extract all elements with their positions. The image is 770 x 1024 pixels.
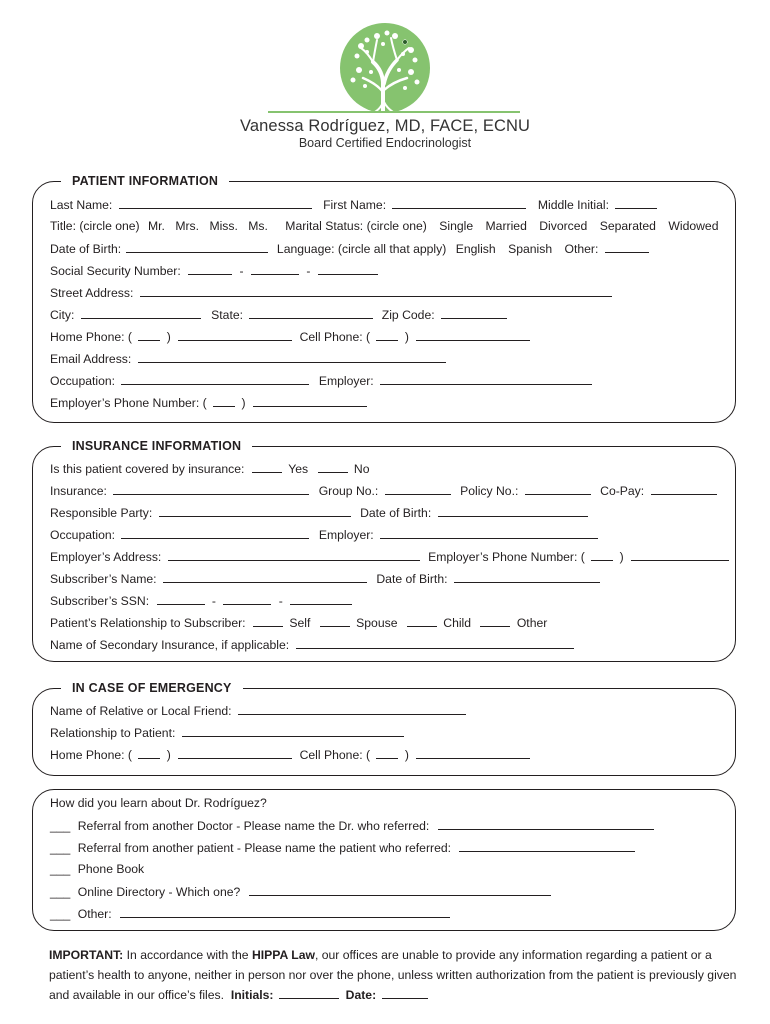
date-field[interactable] bbox=[382, 987, 428, 999]
language-option-spanish[interactable]: Spanish bbox=[508, 242, 553, 256]
referral-check-doctor[interactable]: ___ bbox=[50, 819, 71, 833]
initials-field[interactable] bbox=[279, 987, 339, 999]
covered-label: Is this patient covered by insurance: bbox=[50, 462, 245, 476]
ins-employer-field[interactable] bbox=[380, 527, 598, 539]
notice-text-2: , our offices are unable to provide any information regarding a patient or a patient’s health to anyone, neither in person nor over the phone, unless written authorization from the patient is previously given and available in our office’s files. bbox=[49, 948, 737, 1002]
em-home-phone-field[interactable] bbox=[178, 747, 292, 759]
paren-close: ) bbox=[619, 550, 624, 564]
important-notice bbox=[49, 945, 739, 1005]
hippa-label: HIPPA Law bbox=[251, 948, 315, 962]
responsible-label: Responsible Party: bbox=[50, 506, 153, 520]
doctor-name: Vanessa Rodríguez, MD, FACE, ECNU bbox=[239, 117, 530, 135]
subscriber-name-field[interactable] bbox=[163, 571, 367, 583]
logo-divider bbox=[268, 111, 520, 113]
ssn-label: Social Security Number: bbox=[50, 264, 181, 278]
referral-check-phonebook[interactable]: ___ bbox=[50, 862, 71, 876]
state-field[interactable] bbox=[249, 307, 373, 319]
marital-label: Marital Status: (circle one) bbox=[285, 219, 427, 233]
email-row bbox=[50, 351, 727, 366]
insurance-row bbox=[50, 483, 727, 498]
dob-language-row bbox=[50, 241, 727, 256]
logo bbox=[0, 22, 770, 114]
city-label: City: bbox=[50, 308, 75, 322]
rel-self-field[interactable] bbox=[253, 615, 283, 627]
em-relationship-field[interactable] bbox=[182, 725, 404, 737]
employer-address-field[interactable] bbox=[168, 549, 420, 561]
middle-initial-label: Middle Initial: bbox=[537, 198, 610, 212]
referral-other-field[interactable] bbox=[120, 906, 450, 918]
employer-phone-field[interactable] bbox=[253, 395, 367, 407]
employer-phone-row bbox=[50, 395, 727, 410]
phone-row bbox=[50, 329, 727, 344]
marital-option-divorced[interactable]: Divorced bbox=[539, 219, 588, 233]
em-home-phone-label: Home Phone: ( bbox=[50, 748, 132, 762]
referral-check-patient[interactable]: ___ bbox=[50, 841, 71, 855]
middle-initial-field[interactable] bbox=[615, 197, 657, 209]
ins-employer-phone-area-field[interactable] bbox=[591, 549, 613, 561]
subscriber-ssn-field-2[interactable] bbox=[223, 593, 271, 605]
language-option-other[interactable]: Other: bbox=[564, 242, 599, 256]
subscriber-ssn-field-1[interactable] bbox=[157, 593, 205, 605]
cell-phone-label: Cell Phone: ( bbox=[299, 330, 371, 344]
covered-no-field[interactable] bbox=[318, 461, 348, 473]
employer-label: Employer: bbox=[318, 374, 374, 388]
last-name-field[interactable] bbox=[119, 197, 312, 209]
covered-yes: Yes bbox=[288, 462, 309, 476]
em-home-phone-area-field[interactable] bbox=[138, 747, 160, 759]
insurance-label: Insurance: bbox=[50, 484, 107, 498]
relative-field[interactable] bbox=[238, 703, 466, 715]
em-relationship-label: Relationship to Patient: bbox=[50, 726, 176, 740]
language-label: Language: (circle all that apply) bbox=[276, 242, 447, 256]
rel-other: Other bbox=[516, 616, 548, 630]
subscriber-ssn-row bbox=[50, 593, 727, 608]
subscriber-ssn-label: Subscriber’s SSN: bbox=[50, 594, 150, 608]
ins-employer-label: Employer: bbox=[318, 528, 374, 542]
insurance-field[interactable] bbox=[113, 483, 309, 495]
home-phone-area-field[interactable] bbox=[138, 329, 160, 341]
occupation-label: Occupation: bbox=[50, 374, 116, 388]
dob-field[interactable] bbox=[126, 241, 268, 253]
emergency-section bbox=[32, 681, 736, 776]
paren-close: ) bbox=[241, 396, 246, 410]
referral-section bbox=[32, 789, 736, 931]
referral-label-other: Other: bbox=[77, 907, 112, 921]
marital-option-separated[interactable]: Separated bbox=[599, 219, 656, 233]
language-other-field[interactable] bbox=[605, 241, 649, 253]
relative-row bbox=[50, 703, 727, 718]
em-cell-phone-label: Cell Phone: ( bbox=[299, 748, 371, 762]
ins-dob-field[interactable] bbox=[438, 505, 588, 517]
ssn-field-2[interactable] bbox=[251, 263, 299, 275]
insurance-information-section bbox=[32, 439, 736, 662]
date-label: Date: bbox=[345, 988, 377, 1002]
referral-check-other[interactable]: ___ bbox=[50, 907, 71, 921]
state-label: State: bbox=[211, 308, 243, 322]
em-phone-row bbox=[50, 747, 727, 762]
policy-field[interactable] bbox=[525, 483, 591, 495]
paren-close: ) bbox=[404, 330, 409, 344]
rel-self: Self bbox=[289, 616, 311, 630]
relative-label: Name of Relative or Local Friend: bbox=[50, 704, 232, 718]
em-cell-phone-area-field[interactable] bbox=[376, 747, 398, 759]
subscriber-dob-label: Date of Birth: bbox=[376, 572, 448, 586]
referral-label-phonebook: Phone Book bbox=[77, 862, 145, 876]
dash: - bbox=[278, 594, 283, 608]
referral-doctor-field[interactable] bbox=[438, 818, 654, 830]
ssn-field-1[interactable] bbox=[188, 263, 232, 275]
copay-label: Co-Pay: bbox=[600, 484, 645, 498]
copay-field[interactable] bbox=[651, 483, 717, 495]
em-cell-phone-field[interactable] bbox=[416, 747, 530, 759]
group-field[interactable] bbox=[385, 483, 451, 495]
relationship-row bbox=[50, 615, 727, 630]
dash: - bbox=[306, 264, 311, 278]
ins-employer-phone-field[interactable] bbox=[631, 549, 729, 561]
referral-option-phonebook bbox=[50, 862, 727, 876]
paren-close: ) bbox=[404, 748, 409, 762]
ins-occupation-row bbox=[50, 527, 727, 542]
covered-row bbox=[50, 461, 727, 476]
secondary-field[interactable] bbox=[296, 637, 574, 649]
paren-close: ) bbox=[166, 330, 171, 344]
cell-phone-area-field[interactable] bbox=[376, 329, 398, 341]
doctor-title: Board Certified Endocrinologist bbox=[298, 136, 472, 150]
relationship-label: Patient’s Relationship to Subscriber: bbox=[50, 616, 246, 630]
covered-no: No bbox=[353, 462, 370, 476]
notice-text-1: In accordance with the bbox=[126, 948, 249, 962]
paren-close: ) bbox=[166, 748, 171, 762]
title-marital-row bbox=[50, 219, 727, 233]
occupation-field[interactable] bbox=[121, 373, 309, 385]
important-label: IMPORTANT: bbox=[49, 948, 124, 962]
ssn-field-3[interactable] bbox=[318, 263, 378, 275]
first-name-field[interactable] bbox=[392, 197, 526, 209]
referral-option-doctor bbox=[50, 818, 727, 833]
section-heading: IN CASE OF EMERGENCY bbox=[61, 680, 243, 696]
language-option-english[interactable]: English bbox=[455, 242, 496, 256]
title-option-mrs[interactable]: Mrs. bbox=[175, 219, 200, 233]
subscriber-name-label: Subscriber’s Name: bbox=[50, 572, 157, 586]
ins-dob-label: Date of Birth: bbox=[360, 506, 432, 520]
subscriber-dob-field[interactable] bbox=[454, 571, 600, 583]
covered-yes-field[interactable] bbox=[252, 461, 282, 473]
referral-option-online bbox=[50, 884, 727, 899]
rel-spouse-field[interactable] bbox=[320, 615, 350, 627]
dob-label: Date of Birth: bbox=[50, 242, 122, 256]
referral-check-online[interactable]: ___ bbox=[50, 885, 71, 899]
patient-information-section bbox=[32, 174, 736, 423]
responsible-row bbox=[50, 505, 727, 520]
home-phone-label: Home Phone: ( bbox=[50, 330, 132, 344]
dash: - bbox=[239, 264, 244, 278]
street-label: Street Address: bbox=[50, 286, 134, 300]
subscriber-name-row bbox=[50, 571, 727, 586]
city-state-zip-row bbox=[50, 307, 727, 322]
home-phone-field[interactable] bbox=[178, 329, 292, 341]
street-row bbox=[50, 285, 727, 300]
secondary-label: Name of Secondary Insurance, if applicable: bbox=[50, 638, 290, 652]
title-option-mr[interactable]: Mr. bbox=[148, 219, 165, 233]
referral-online-field[interactable] bbox=[249, 884, 551, 896]
street-field[interactable] bbox=[140, 285, 612, 297]
tree-logo-icon bbox=[337, 22, 433, 114]
city-field[interactable] bbox=[81, 307, 201, 319]
rel-child: Child bbox=[443, 616, 472, 630]
zip-label: Zip Code: bbox=[381, 308, 435, 322]
employer-field[interactable] bbox=[380, 373, 592, 385]
marital-option-married[interactable]: Married bbox=[485, 219, 527, 233]
zip-field[interactable] bbox=[441, 307, 507, 319]
referral-option-patient bbox=[50, 840, 727, 855]
dash: - bbox=[211, 594, 216, 608]
ssn-row bbox=[50, 263, 727, 278]
responsible-field[interactable] bbox=[159, 505, 351, 517]
referral-question: How did you learn about Dr. Rodríguez? bbox=[50, 796, 267, 810]
referral-patient-field[interactable] bbox=[459, 840, 635, 852]
ins-occupation-label: Occupation: bbox=[50, 528, 116, 542]
title-label: Title: (circle one) bbox=[50, 219, 140, 233]
referral-label-patient: Referral from another patient - Please name the patient who referred: bbox=[77, 841, 452, 855]
employer-address-row bbox=[50, 549, 727, 564]
employer-address-label: Employer’s Address: bbox=[50, 550, 162, 564]
rel-other-field[interactable] bbox=[480, 615, 510, 627]
title-option-ms[interactable]: Ms. bbox=[248, 219, 268, 233]
employer-phone-area-field[interactable] bbox=[213, 395, 235, 407]
last-name-label: Last Name: bbox=[50, 198, 113, 212]
em-relationship-row bbox=[50, 725, 727, 740]
marital-option-widowed[interactable]: Widowed bbox=[668, 219, 719, 233]
initials-label: Initials: bbox=[230, 988, 274, 1002]
policy-label: Policy No.: bbox=[460, 484, 519, 498]
marital-option-single[interactable]: Single bbox=[439, 219, 474, 233]
section-heading: INSURANCE INFORMATION bbox=[61, 438, 252, 454]
referral-option-other bbox=[50, 906, 727, 921]
ins-occupation-field[interactable] bbox=[121, 527, 309, 539]
ins-employer-phone-label: Employer’s Phone Number: ( bbox=[428, 550, 585, 564]
name-row bbox=[50, 197, 727, 212]
rel-spouse: Spouse bbox=[356, 616, 398, 630]
referral-label-doctor: Referral from another Doctor - Please name the Dr. who referred: bbox=[77, 819, 430, 833]
title-option-miss[interactable]: Miss. bbox=[209, 219, 238, 233]
subscriber-ssn-field-3[interactable] bbox=[290, 593, 352, 605]
occupation-employer-row bbox=[50, 373, 727, 388]
referral-label-online: Online Directory - Which one? bbox=[77, 885, 241, 899]
section-heading: PATIENT INFORMATION bbox=[61, 173, 229, 189]
first-name-label: First Name: bbox=[323, 198, 387, 212]
rel-child-field[interactable] bbox=[407, 615, 437, 627]
group-label: Group No.: bbox=[318, 484, 379, 498]
email-label: Email Address: bbox=[50, 352, 132, 366]
secondary-row bbox=[50, 637, 727, 652]
email-field[interactable] bbox=[138, 351, 446, 363]
employer-phone-label: Employer’s Phone Number: ( bbox=[50, 396, 207, 410]
cell-phone-field[interactable] bbox=[416, 329, 530, 341]
